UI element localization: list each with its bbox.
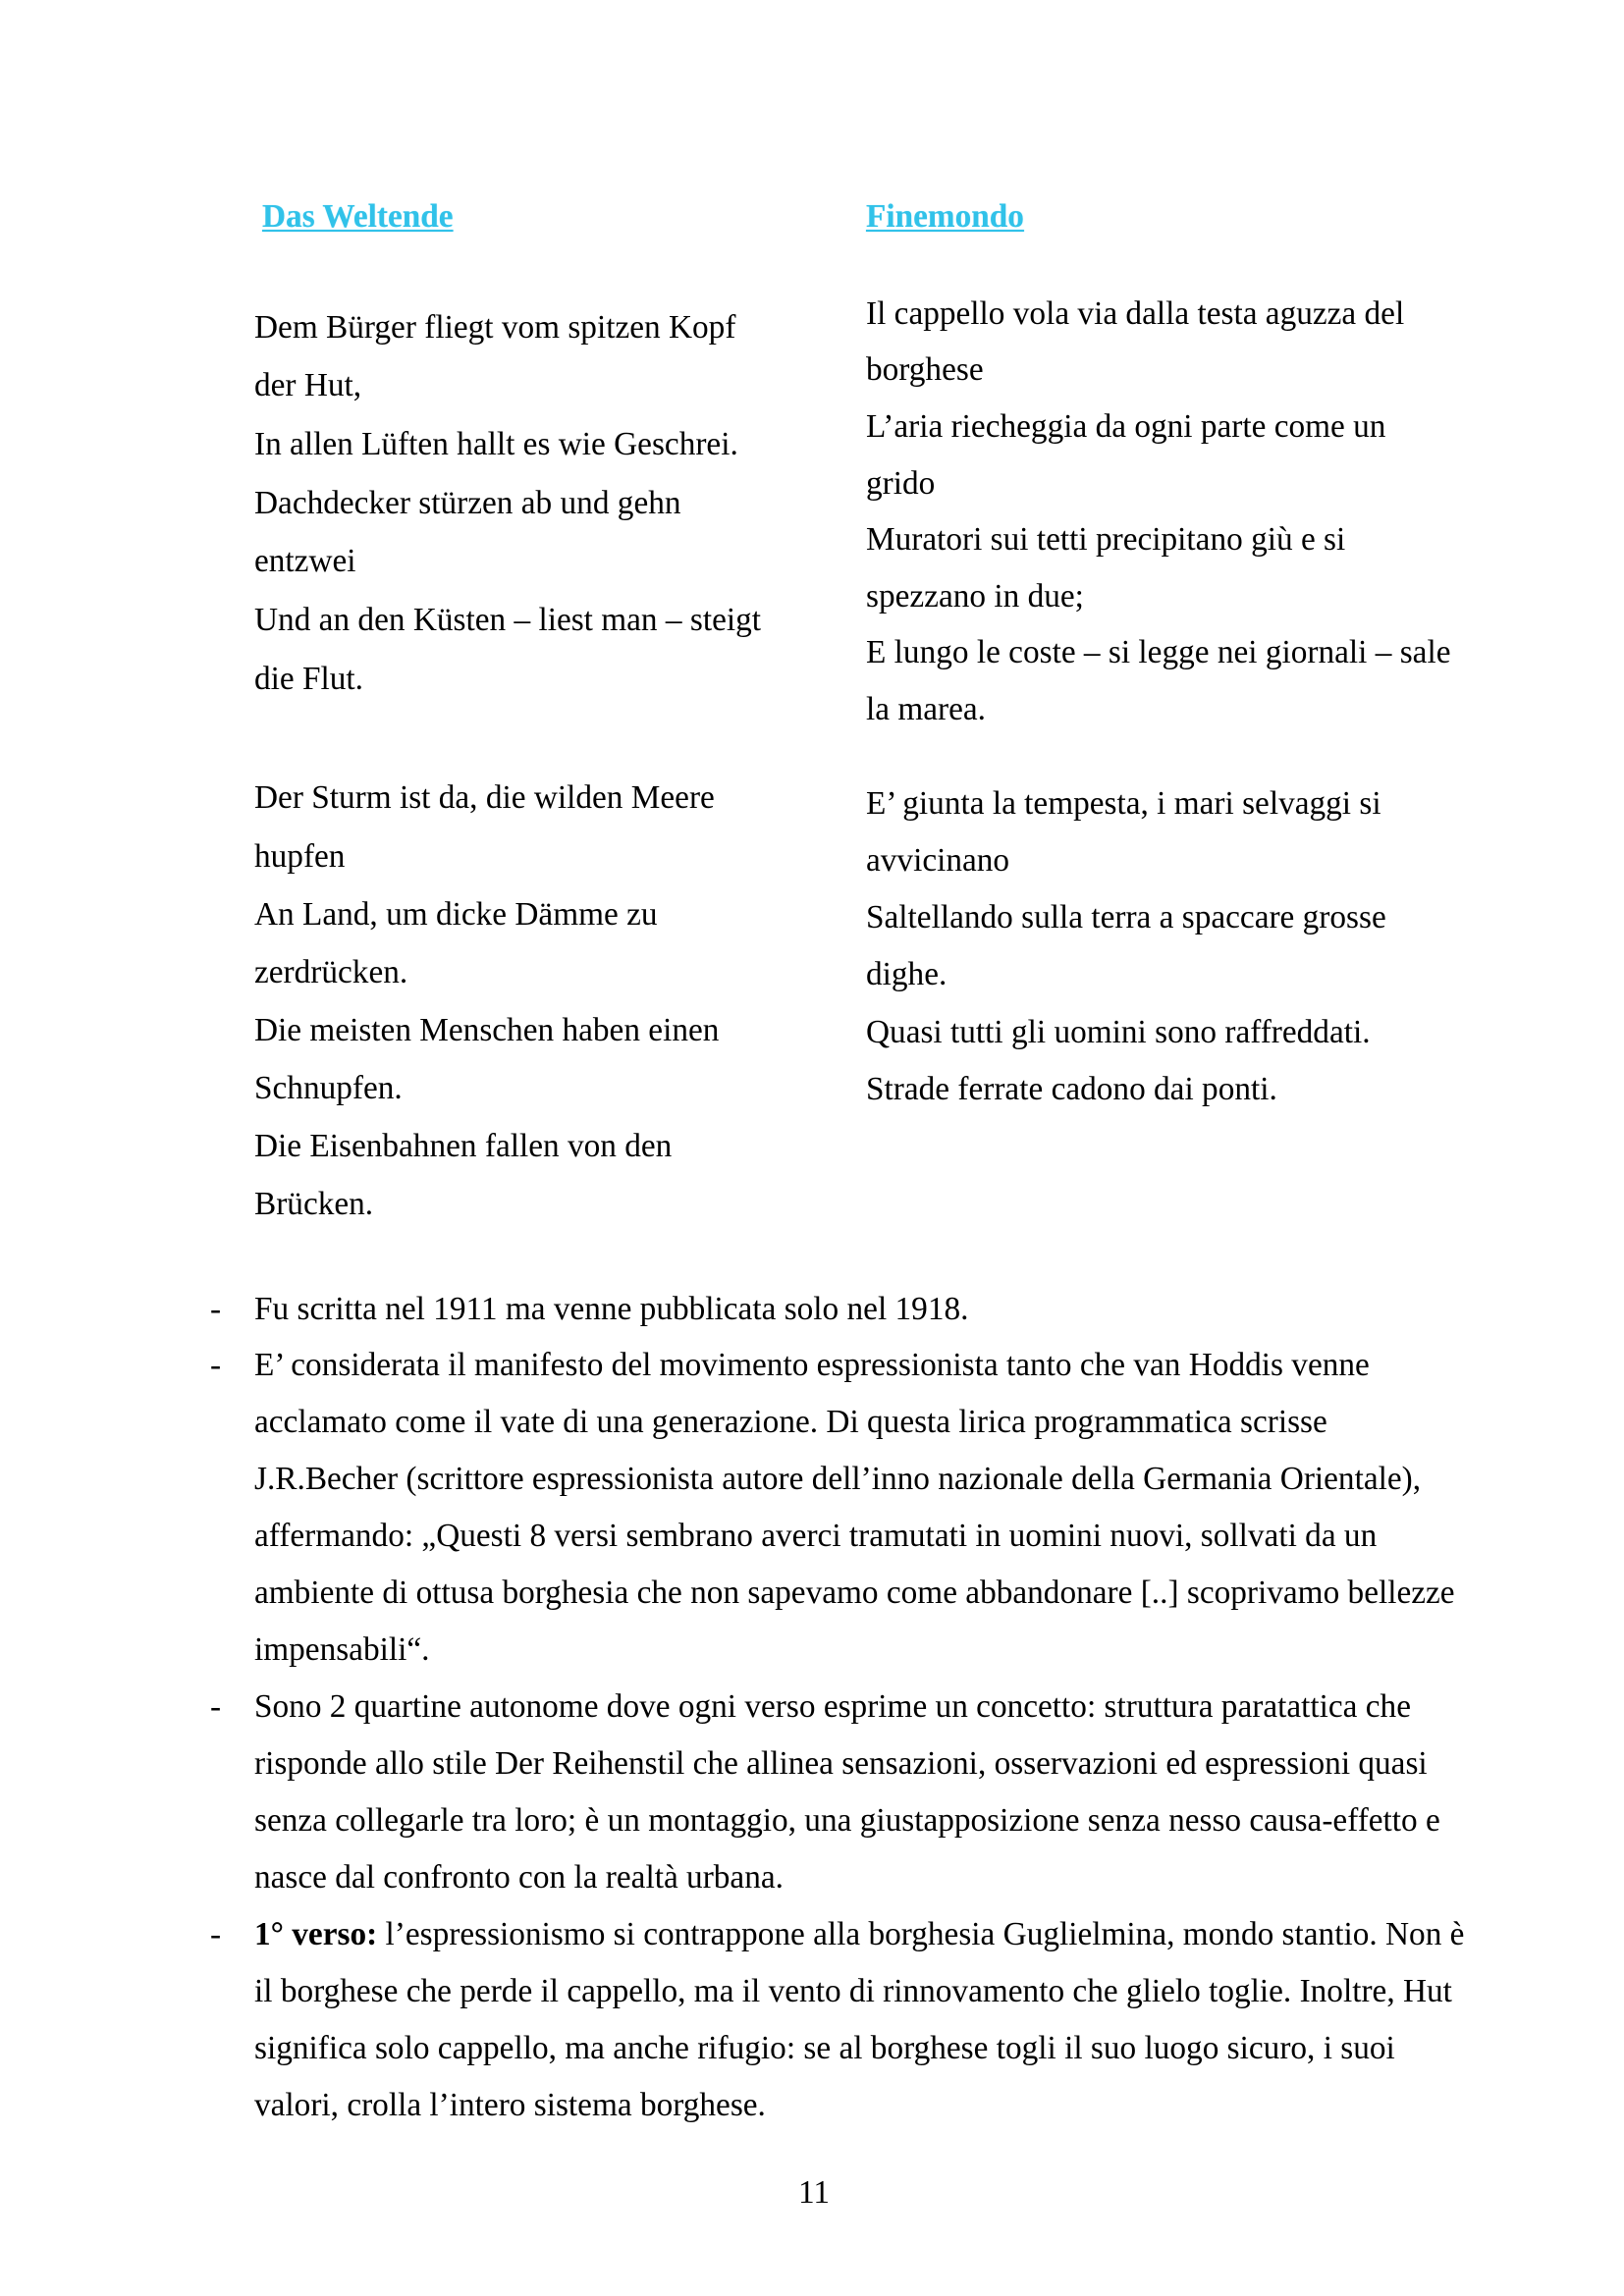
note-marker: - [210, 1915, 222, 1952]
page-number: 11 [797, 2173, 831, 2211]
verse-line: Il cappello vola via dalla testa aguzza del [866, 294, 1405, 332]
note-line: risponde allo stile Der Reihenstil che allinea sensazioni, osservazioni ed espressioni quasi [254, 1745, 1428, 1783]
note-line: affermando: „Questi 8 versi sembrano averci tramutati in uomini nuovi, sollvati da un [254, 1518, 1378, 1555]
verse-line: Die Eisenbahnen fallen von den [254, 1128, 673, 1165]
note-line: acclamato come il vate di una generazione. Di questa lirica programmatica scrisse [254, 1404, 1327, 1441]
verse-line: Strade ferrate cadono dai ponti. [866, 1070, 1277, 1107]
verse-line: hupfen [254, 837, 346, 875]
verse-line: die Flut. [254, 660, 363, 697]
note-line: E’ considerata il manifesto del movimento espressionista tanto che van Hoddis venne [254, 1347, 1370, 1384]
verse-line: Muratori sui tetti precipitano giù e si [866, 521, 1346, 559]
note-marker: - [210, 1347, 222, 1384]
verse-line: Schnupfen. [254, 1070, 403, 1107]
verse-line: der Hut, [254, 367, 362, 404]
verse-line: An Land, um dicke Dämme zu [254, 895, 658, 933]
notes-list [0, 1281, 1624, 2134]
note-line: significa solo cappello, ma anche rifugio: se al borghese togli il suo luogo sicuro, i suoi [254, 2029, 1395, 2066]
note-marker: - [210, 1688, 222, 1726]
verse-line: Brücken. [254, 1186, 374, 1223]
note-line: J.R.Becher (scrittore espressionista autore dell’inno nazionale della Germania Orientale), [254, 1461, 1422, 1498]
note-item [0, 1281, 1624, 1338]
verse-line: zerdrücken. [254, 953, 408, 990]
translation-stanza-1 [866, 286, 1451, 738]
note-item [0, 1906, 1624, 2134]
verse-line: entzwei [254, 543, 356, 580]
verse-line: spezzano in due; [866, 577, 1084, 614]
verse-line: Der Sturm ist da, die wilden Meere [254, 779, 715, 817]
verse-line: L’aria riecheggia da ogni parte come un [866, 407, 1386, 445]
verse-line: In allen Lüften hallt es wie Geschrei. [254, 425, 738, 462]
original-stanza-2 [254, 769, 719, 1233]
note-line: Fu scritta nel 1911 ma venne pubblicata solo nel 1918. [254, 1290, 969, 1327]
note-lead-bold: 1° verso: [254, 1915, 378, 1952]
note-item [0, 1337, 1624, 1679]
verse-line: avvicinano [866, 842, 1010, 880]
verse-line: Saltellando sulla terra a spaccare grosse [866, 899, 1386, 936]
poem-original-title: Das Weltende [262, 197, 454, 235]
note-line: il borghese che perde il cappello, ma il vento di rinnovamento che glielo toglie. Inoltre, Hut [254, 1972, 1452, 2009]
note-marker: - [210, 1290, 222, 1327]
verse-line: la marea. [866, 691, 987, 728]
verse-line: dighe. [866, 956, 947, 993]
verse-line: borghese [866, 351, 984, 389]
verse-line: Und an den Küsten – liest man – steigt [254, 601, 762, 638]
verse-line: E lungo le coste – si legge nei giornali – sale [866, 634, 1451, 671]
note-line: impensabili“. [254, 1631, 430, 1669]
note-line [254, 1906, 1624, 1963]
verse-line: Dachdecker stürzen ab und gehn [254, 484, 681, 521]
note-line-text: l’espressionismo si contrappone alla borghesia Guglielmina, mondo stantio. Non è [385, 1915, 1465, 1952]
note-line: nasce dal confronto con la realtà urbana. [254, 1859, 784, 1896]
poem-translation-title: Finemondo [866, 197, 1024, 235]
note-line: valori, crolla l’intero sistema borghese. [254, 2086, 766, 2123]
verse-line: Die meisten Menschen haben einen [254, 1011, 720, 1048]
note-line: ambiente di ottusa borghesia che non sapevamo come abbandonare [..] scoprivamo bellezze [254, 1575, 1455, 1612]
verse-line: Quasi tutti gli uomini sono raffreddati. [866, 1013, 1371, 1050]
translation-stanza-2 [866, 775, 1386, 1118]
note-line: senza collegarle tra loro; è un montaggio, una giustapposizione senza nesso causa-effetto e [254, 1802, 1440, 1840]
original-stanza-1 [254, 298, 761, 709]
verse-line: Dem Bürger fliegt vom spitzen Kopf [254, 308, 736, 346]
verse-line: E’ giunta la tempesta, i mari selvaggi si [866, 784, 1381, 822]
verse-line: grido [866, 464, 936, 502]
note-line: Sono 2 quartine autonome dove ogni verso esprime un concetto: struttura paratattica che [254, 1688, 1411, 1726]
note-item [0, 1679, 1624, 1906]
